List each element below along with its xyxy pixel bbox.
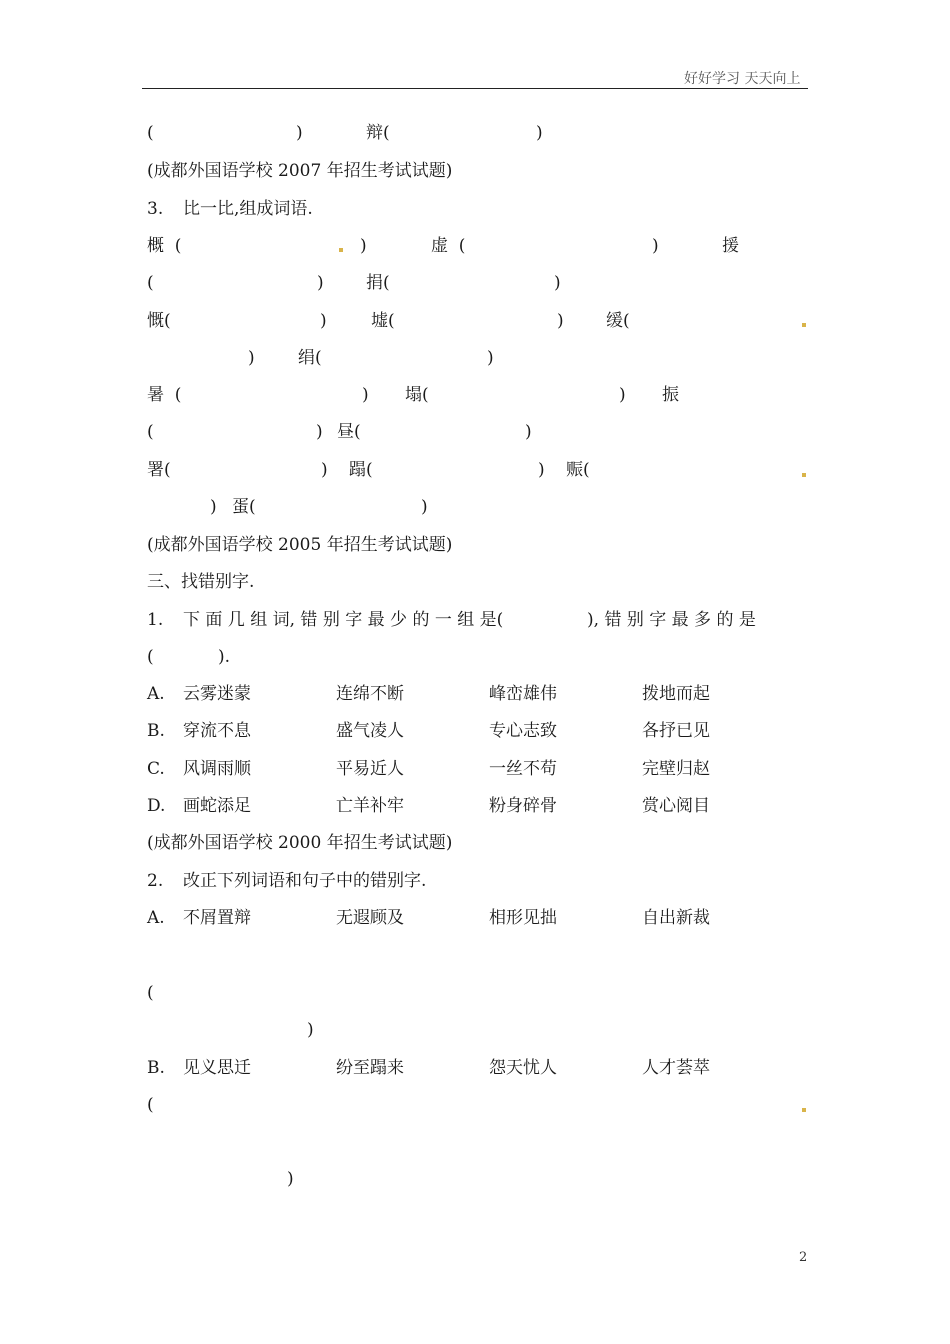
option-label: C. — [147, 759, 165, 779]
question-text: ), 错 别 字 最 多 的 是 — [587, 610, 756, 630]
option-word: 画蛇添足 — [183, 796, 251, 816]
option-word: 云雾迷蒙 — [183, 684, 251, 704]
option-word: 平易近人 — [336, 759, 404, 779]
blank-close: ) — [317, 273, 324, 293]
option-word: 无遐顾及 — [336, 908, 404, 928]
char-juan2: 绢( — [298, 348, 322, 368]
blank-close: ) — [360, 236, 367, 256]
page-number: 2 — [799, 1250, 808, 1265]
blank-open: ( — [147, 273, 154, 293]
blank-open: ( — [147, 647, 154, 667]
option-label: B. — [147, 721, 165, 741]
blank-open: ( — [147, 1095, 154, 1115]
option-word: 专心志致 — [489, 721, 557, 741]
blank-close: ) — [362, 385, 369, 405]
option-word: 怨天忧人 — [489, 1058, 557, 1078]
char-zhou: 昼( — [337, 422, 361, 442]
char-ta: 塌( — [405, 385, 429, 405]
option-word: 盛气凌人 — [336, 721, 404, 741]
blank-close: ). — [218, 647, 231, 667]
decor-dot — [339, 248, 343, 252]
option-word: 完壁归赵 — [642, 759, 710, 779]
option-word: 穿流不息 — [183, 721, 251, 741]
char-zhen2: 赈( — [566, 460, 590, 480]
blank-close: ) — [619, 385, 626, 405]
option-word: 相形见拙 — [489, 908, 557, 928]
section-title: 三、找错别字. — [147, 572, 255, 592]
char-xu2: 墟( — [371, 311, 395, 331]
option-label: A. — [147, 908, 165, 928]
question-text: 比一比,组成词语. — [183, 199, 313, 219]
blank-close: ) — [248, 348, 255, 368]
char-shu2: 署( — [147, 460, 171, 480]
char-xu: 虚 ( — [431, 236, 466, 256]
char-kai: 慨( — [147, 311, 171, 331]
blank-close: ) — [210, 497, 217, 517]
blank-close: ) — [525, 422, 532, 442]
char-ta2: 蹋( — [349, 460, 373, 480]
question-text: 改正下列词语和句子中的错别字. — [183, 871, 427, 891]
option-word: 一丝不苟 — [489, 759, 557, 779]
option-word: 粉身碎骨 — [489, 796, 557, 816]
char-juan: 捐( — [366, 273, 390, 293]
blank-open: ( — [147, 123, 154, 143]
option-word: 人才荟萃 — [642, 1058, 710, 1078]
option-word: 见义思迁 — [183, 1058, 251, 1078]
blank-close: ) — [652, 236, 659, 256]
option-label: B. — [147, 1058, 165, 1078]
option-word: 拨地而起 — [642, 684, 710, 704]
option-word: 不屑置辩 — [183, 908, 251, 928]
source-2007: (成都外国语学校 2007 年招生考试试题) — [147, 161, 453, 181]
blank-close: ) — [487, 348, 494, 368]
char-bian: 辩( — [366, 123, 390, 143]
blank-close: ) — [536, 123, 543, 143]
option-word: 纷至蹋来 — [336, 1058, 404, 1078]
char-gai: 概 ( — [147, 236, 182, 256]
question-number: 3. — [147, 199, 164, 219]
question-text: 下 面 几 组 词, 错 别 字 最 少 的 一 组 是( — [183, 610, 504, 630]
blank-close: ) — [287, 1169, 294, 1189]
blank-close: ) — [320, 311, 327, 331]
header-rule — [142, 88, 808, 89]
source-2000: (成都外国语学校 2000 年招生考试试题) — [147, 833, 453, 853]
blank-open: ( — [147, 983, 154, 1003]
blank-close: ) — [557, 311, 564, 331]
option-label: D. — [147, 796, 166, 816]
question-number: 2. — [147, 871, 164, 891]
blank-close: ) — [307, 1020, 314, 1040]
blank-close: ) — [421, 497, 428, 517]
blank-close: ) — [321, 460, 328, 480]
blank-close: ) — [554, 273, 561, 293]
char-yuan: 援 — [722, 236, 739, 256]
option-word: 亡羊补牢 — [336, 796, 404, 816]
blank-close: ) — [316, 422, 323, 442]
option-word: 连绵不断 — [336, 684, 404, 704]
header-motto: 好好学习 天天向上 — [684, 71, 801, 87]
char-dan: 蛋( — [232, 497, 256, 517]
option-word: 自出新裁 — [642, 908, 710, 928]
source-2005: (成都外国语学校 2005 年招生考试试题) — [147, 535, 453, 555]
blank-open: ( — [147, 422, 154, 442]
char-shu: 暑 ( — [147, 385, 182, 405]
blank-close: ) — [296, 123, 303, 143]
decor-dot — [802, 473, 806, 477]
blank-close: ) — [538, 460, 545, 480]
decor-dot — [802, 323, 806, 327]
question-number: 1. — [147, 610, 164, 630]
option-word: 各抒已见 — [642, 721, 710, 741]
decor-dot — [802, 1108, 806, 1112]
char-zhen: 振 — [662, 385, 679, 405]
option-word: 风调雨顺 — [183, 759, 251, 779]
option-label: A. — [147, 684, 165, 704]
option-word: 赏心阅目 — [642, 796, 710, 816]
char-huan: 缓( — [606, 311, 630, 331]
option-word: 峰峦雄伟 — [489, 684, 557, 704]
